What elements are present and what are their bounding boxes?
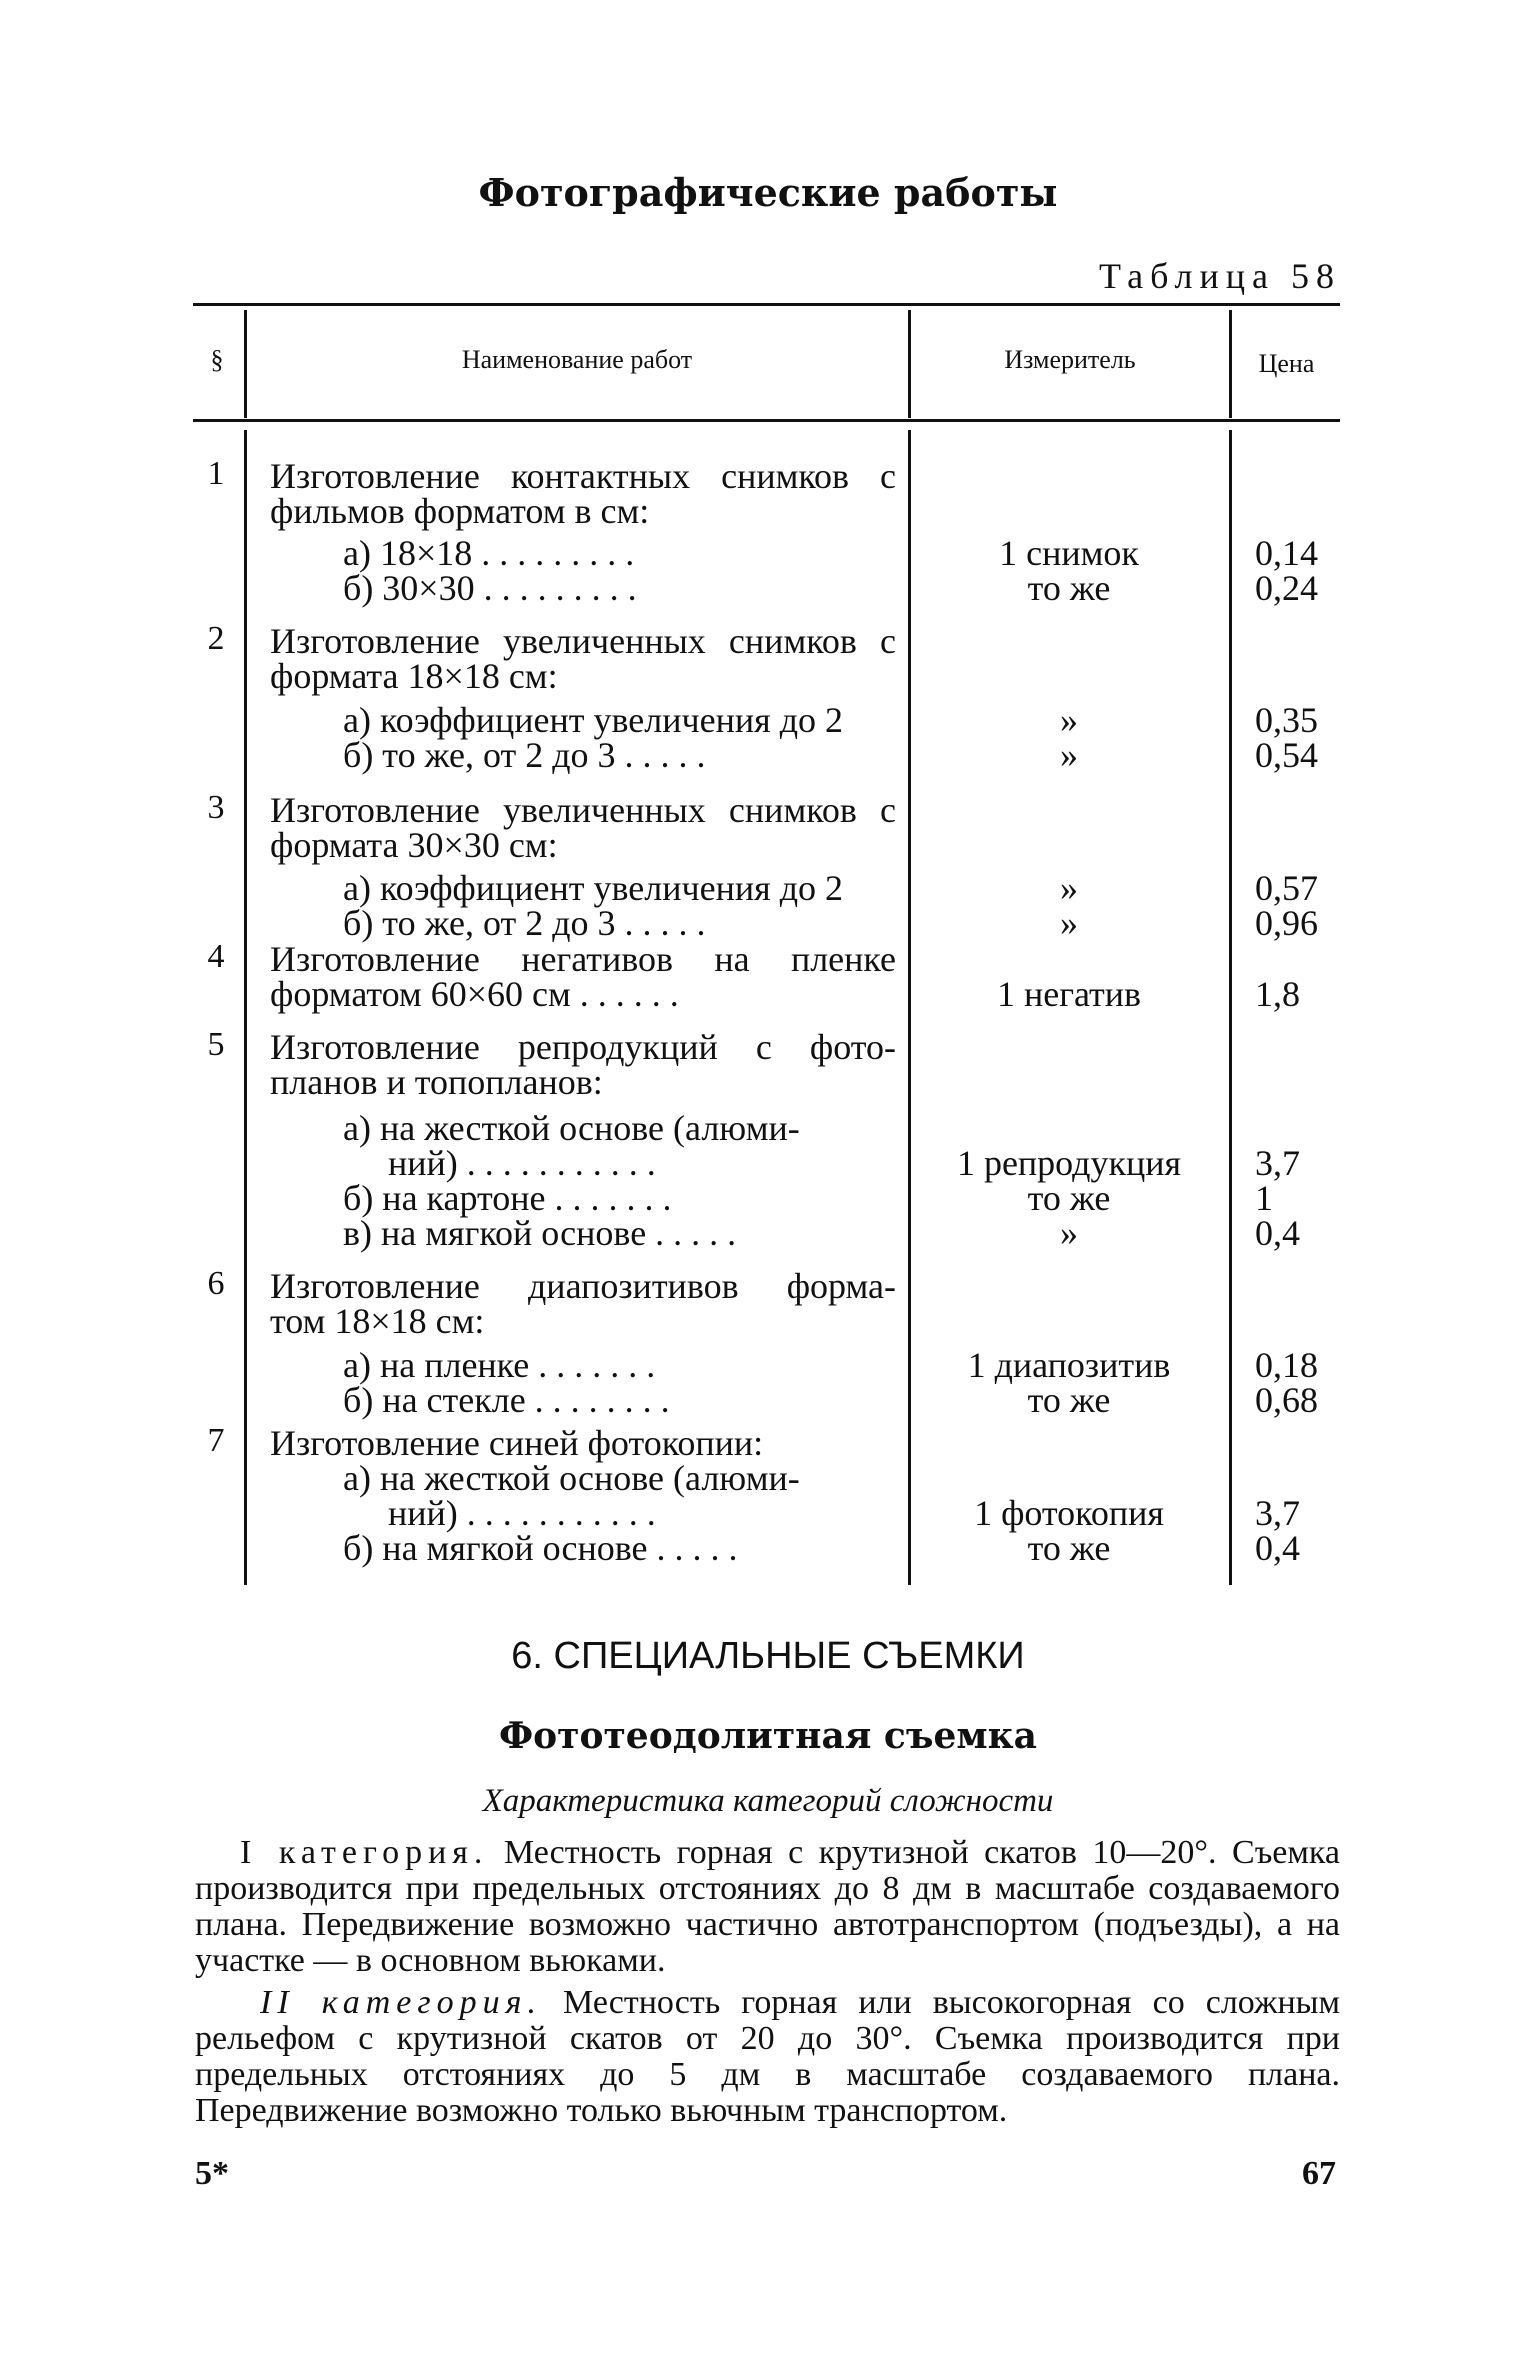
row-unit: 1 снимок xyxy=(999,533,1139,573)
row-number: 1 xyxy=(207,455,225,492)
row-price: 3,7 xyxy=(1255,1143,1300,1183)
row-description: Изготовление увеличенных снимков с xyxy=(270,790,896,830)
row-item: а) на жесткой основе (алюми- xyxy=(343,1108,800,1148)
row-unit: 1 диапозитив xyxy=(967,1345,1171,1385)
row-number: 3 xyxy=(207,789,225,826)
row-item-continued: ний) . . . . . . . . . . . xyxy=(388,1493,656,1533)
header-divider xyxy=(244,310,247,418)
row-description: формата 18×18 см: xyxy=(270,656,558,696)
row-unit: то же xyxy=(1027,568,1111,608)
row-price: 0,54 xyxy=(1255,735,1318,775)
row-unit: то же xyxy=(1027,1528,1111,1568)
header-price: Цена xyxy=(1258,349,1315,378)
row-unit: 1 негатив xyxy=(996,974,1142,1014)
category-text: Местность горная с крутизной скатов 10—20°. Съемка производится при предельных отстояниях до 8 дм в масштабе создаваемого плана. Передвижение возможно частично автотранспортом (подъезды), а на участке — в основном вьюками. xyxy=(195,1834,1340,1979)
row-item: б) на стекле . . . . . . . . xyxy=(343,1380,670,1420)
row-item: б) то же, от 2 до 3 . . . . . xyxy=(343,735,706,775)
row-unit: » xyxy=(1060,903,1078,943)
table-header-rule xyxy=(193,419,1340,422)
body-divider xyxy=(244,430,247,1585)
row-price: 0,14 xyxy=(1255,533,1318,573)
row-number: 4 xyxy=(207,938,225,975)
row-price: 3,7 xyxy=(1255,1493,1300,1533)
row-item: а) коэффициент увеличения до 2 xyxy=(343,700,844,740)
page-title: Фотографические работы xyxy=(478,170,1058,215)
row-item: б) 30×30 . . . . . . . . . xyxy=(343,568,637,608)
row-unit: » xyxy=(1060,700,1078,740)
row-price: 1,8 xyxy=(1255,974,1300,1014)
row-unit: » xyxy=(1060,868,1078,908)
row-description: Изготовление контактных снимков с xyxy=(270,456,896,496)
row-description: том 18×18 см: xyxy=(270,1301,485,1341)
row-number: 6 xyxy=(207,1265,225,1302)
row-price: 0,96 xyxy=(1255,903,1318,943)
page-number: 67 xyxy=(1302,2155,1336,2192)
row-item: а) на жесткой основе (алюми- xyxy=(343,1458,800,1498)
row-unit: 1 репродукция xyxy=(956,1143,1182,1183)
header-unit: Измеритель xyxy=(1004,345,1136,374)
row-number: 5 xyxy=(207,1026,225,1063)
row-item: б) на мягкой основе . . . . . xyxy=(343,1528,738,1568)
subsection-title: Фототеодолитная съемка xyxy=(499,1715,1037,1757)
signature-mark: 5* xyxy=(195,2155,229,2192)
category-label: II категория. xyxy=(260,1984,542,2021)
row-description: форматом 60×60 см . . . . . . xyxy=(270,974,679,1014)
category-label: I категория. xyxy=(240,1834,489,1871)
row-number: 2 xyxy=(207,620,225,657)
table-label: Таблица 58 xyxy=(1099,256,1341,296)
header-name: Наименование работ xyxy=(461,345,693,374)
section-title: 6. СПЕЦИАЛЬНЫЕ СЪЕМКИ xyxy=(511,1635,1025,1677)
row-description: Изготовление негативов на пленке xyxy=(270,939,896,979)
row-unit: то же xyxy=(1027,1380,1111,1420)
row-description: Изготовление увеличенных снимков с xyxy=(270,621,896,661)
category-paragraph xyxy=(195,1985,1340,2129)
row-item: а) коэффициент увеличения до 2 xyxy=(343,868,844,908)
header-section-sign: § xyxy=(210,345,224,374)
row-description: Изготовление диапозитивов форма- xyxy=(270,1266,896,1306)
row-item: в) на мягкой основе . . . . . xyxy=(343,1213,737,1253)
row-price: 0,35 xyxy=(1255,700,1318,740)
row-number: 7 xyxy=(207,1422,225,1459)
row-description: фильмов форматом в см: xyxy=(270,491,650,531)
row-unit: » xyxy=(1060,735,1078,775)
row-item: б) то же, от 2 до 3 . . . . . xyxy=(343,903,706,943)
row-description: Изготовление репродукций с фото- xyxy=(270,1027,896,1067)
row-description: планов и топопланов: xyxy=(270,1062,603,1102)
category-paragraph xyxy=(195,1835,1340,1979)
row-unit: » xyxy=(1060,1213,1078,1253)
row-unit: 1 фотокопия xyxy=(974,1493,1164,1533)
row-unit: то же xyxy=(1027,1178,1111,1218)
row-item: а) 18×18 . . . . . . . . . xyxy=(343,533,635,573)
body-divider xyxy=(908,430,911,1585)
row-item-continued: ний) . . . . . . . . . . . xyxy=(388,1143,656,1183)
row-description: формата 30×30 см: xyxy=(270,825,558,865)
header-divider xyxy=(908,310,911,418)
row-price: 0,4 xyxy=(1255,1528,1300,1568)
row-description: Изготовление синей фотокопии: xyxy=(270,1423,764,1463)
header-divider xyxy=(1229,310,1232,418)
row-price: 0,57 xyxy=(1255,868,1318,908)
body-divider xyxy=(1229,430,1232,1585)
row-price: 0,18 xyxy=(1255,1345,1318,1385)
row-item: б) на картоне . . . . . . . xyxy=(343,1178,672,1218)
row-item: а) на пленке . . . . . . . xyxy=(343,1345,656,1385)
row-price: 0,68 xyxy=(1255,1380,1318,1420)
row-price: 0,4 xyxy=(1255,1213,1300,1253)
row-price: 1 xyxy=(1255,1178,1273,1218)
category-text: Местность горная или высокогорная со сложным рельефом с крутизной скатов от 20 до 30°. Съемка производится при предельных отстояниях до 5 дм в масштабе создаваемого плана. Передвижение возможно только вьючным транспортом. xyxy=(195,1984,1341,2129)
table-top-rule xyxy=(193,303,1340,306)
row-price: 0,24 xyxy=(1255,568,1318,608)
subsection-subtitle: Характеристика категорий сложности xyxy=(482,1783,1054,1819)
